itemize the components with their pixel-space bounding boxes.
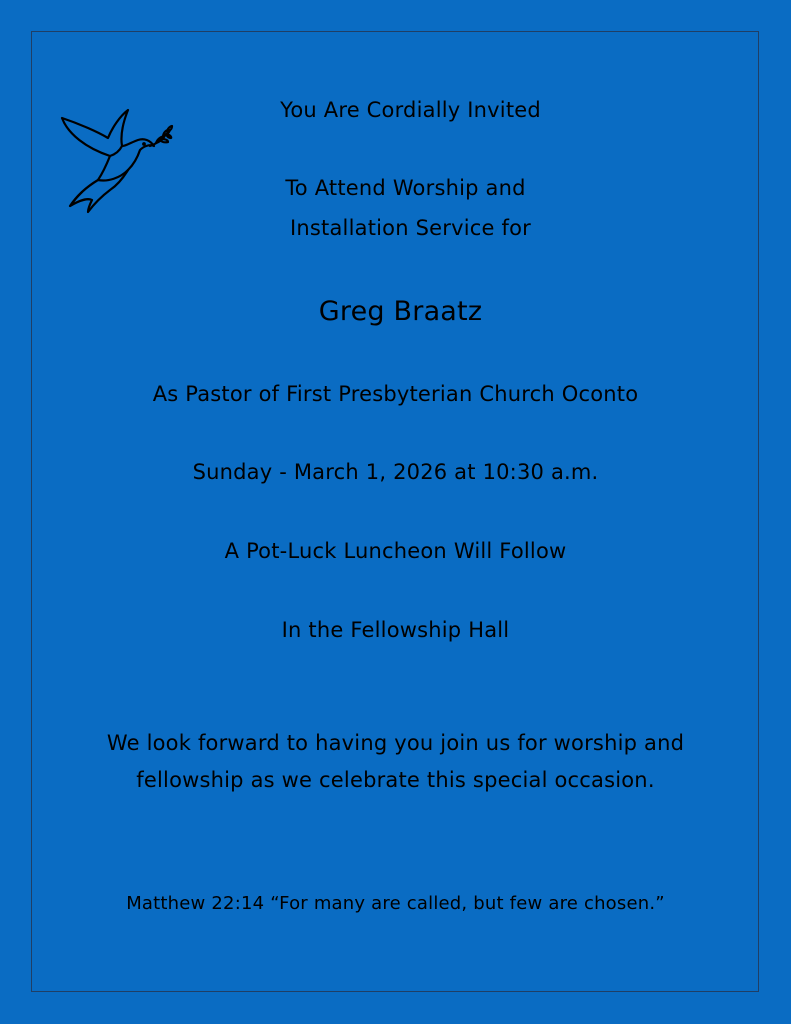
attend-line-2: Installation Service for — [290, 216, 531, 240]
luncheon-location: In the Fellowship Hall — [281, 618, 510, 642]
luncheon-note: A Pot-Luck Luncheon Will Follow — [224, 539, 567, 563]
invitation-heading: You Are Cordially Invited — [280, 98, 541, 122]
attend-line-1: To Attend Worship and — [285, 176, 526, 200]
scripture-verse: Matthew 22:14 “For many are called, but few are chosen.” — [126, 893, 665, 914]
message-line-2: fellowship as we celebrate this special occasion. — [136, 768, 655, 792]
pastor-role: As Pastor of First Presbyterian Church Oconto — [152, 382, 639, 406]
event-date-time: Sunday - March 1, 2026 at 10:30 a.m. — [192, 460, 599, 484]
message-line-1: We look forward to having you join us for worship and — [106, 731, 685, 755]
honoree-name: Greg Braatz — [318, 296, 483, 327]
